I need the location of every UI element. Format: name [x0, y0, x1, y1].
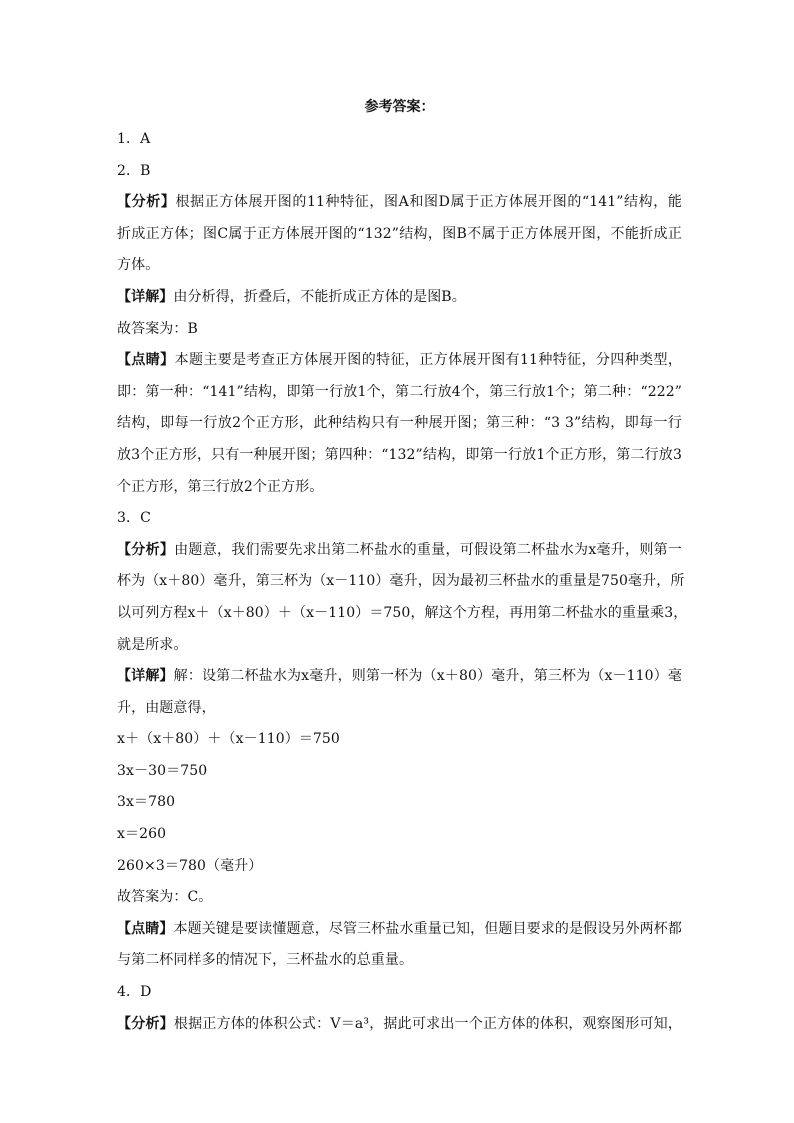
q2-detail-line	[117, 282, 682, 314]
detail-tag: 【详解】	[117, 288, 174, 305]
q3-equation: 3x＝780	[117, 794, 176, 811]
q2-analysis-line: 折成正方体；图C属于正方体展开图的“132”结构，图B不属于正方体展开图，不能折成正	[117, 225, 682, 242]
q3-comment-line: 与第二杯同样多的情况下，三杯盐水的总重量。	[117, 952, 414, 969]
analysis-tag: 【分析】	[117, 194, 176, 211]
q3-comment-line	[117, 914, 682, 946]
answer-page	[117, 96, 688, 1040]
q4-analysis-text: 根据正方体的体积公式：V＝a³，据此可求出一个正方体的体积，观察图形可知，	[173, 1015, 682, 1032]
q3-analysis-line: 以可列方程x＋（x＋80）＋（x－110）＝750，解这个方程，再用第二杯盐水的重量乘3，	[117, 604, 688, 621]
q2-analysis-line	[117, 187, 682, 219]
q2-comment-line	[117, 345, 682, 377]
q3-answer: 3．C	[117, 510, 151, 527]
q3-detail-line	[117, 661, 682, 693]
q3-final-answer: 故答案为：C。	[117, 889, 213, 906]
q3-analysis-line	[117, 535, 682, 567]
q2-comment-line: 结构，即每一行放2个正方形，此种结构只有一种展开图；第三种：“3 3”结构，即每一行	[117, 415, 682, 432]
analysis-tag: 【分析】	[117, 541, 175, 558]
q1-answer: 1．A	[117, 131, 151, 147]
q3-comment-text: 本题关键是要读懂题意，尽管三杯盐水重量已知，但题目要求的是假设另外两杯都	[173, 920, 682, 937]
q4-analysis-line	[117, 1009, 682, 1041]
q2-comment-line: 个正方形，第三行放2个正方形。	[117, 478, 324, 495]
detail-tag: 【详解】	[117, 668, 174, 685]
q3-analysis-line: 杯为（x＋80）毫升，第三杯为（x－110）毫升，因为最初三杯盐水的重量是750毫升，所	[117, 573, 685, 590]
q3-equation: x＝260	[117, 826, 167, 843]
q2-comment-line: 放3个正方形，只有一种展开图；第四种：“132”结构，即第一行放1个正方形，第二行放3	[117, 446, 682, 463]
q3-equation: 260×3＝780（毫升）	[117, 857, 263, 874]
q4-answer: 4．D	[117, 984, 152, 1001]
comment-tag: 【点睛】	[117, 920, 174, 937]
q2-final-answer: 故答案为：B	[117, 320, 198, 337]
q2-comment-line: 即：第一种：“141”结构，即第一行放1个，第二行放4个，第三行放1个；第二种：“222”	[117, 383, 682, 400]
analysis-tag: 【分析】	[117, 1015, 174, 1032]
q2-answer: 2．B	[117, 162, 151, 179]
q3-detail-line: 升，由题意得，	[117, 699, 216, 716]
q2-comment-text: 本题主要是考查正方体展开图的特征，正方体展开图有11种特征，分四种类型，	[174, 352, 682, 369]
q2-analysis-text: 根据正方体展开图的11种特征，图A和图D属于正方体展开图的“141”结构，能	[175, 194, 682, 211]
q3-detail-text: 解：设第二杯盐水为x毫升，则第一杯为（x＋80）毫升，第三杯为（x－110）毫	[173, 668, 682, 685]
q3-analysis-line: 就是所求。	[117, 636, 188, 653]
q3-equation: 3x－30＝750	[117, 762, 208, 779]
q3-analysis-text: 由题意，我们需要先求出第二杯盐水的重量，可假设第二杯盐水为x毫升，则第一	[174, 541, 682, 558]
comment-tag: 【点睛】	[117, 352, 175, 369]
q2-detail-text: 由分析得，折叠后，不能折成正方体的是图B。	[173, 288, 466, 305]
page-title: 参考答案：	[364, 99, 435, 115]
q3-equation: x＋（x＋80）＋（x－110）＝750	[117, 731, 340, 748]
q2-analysis-line: 方体。	[117, 257, 160, 274]
